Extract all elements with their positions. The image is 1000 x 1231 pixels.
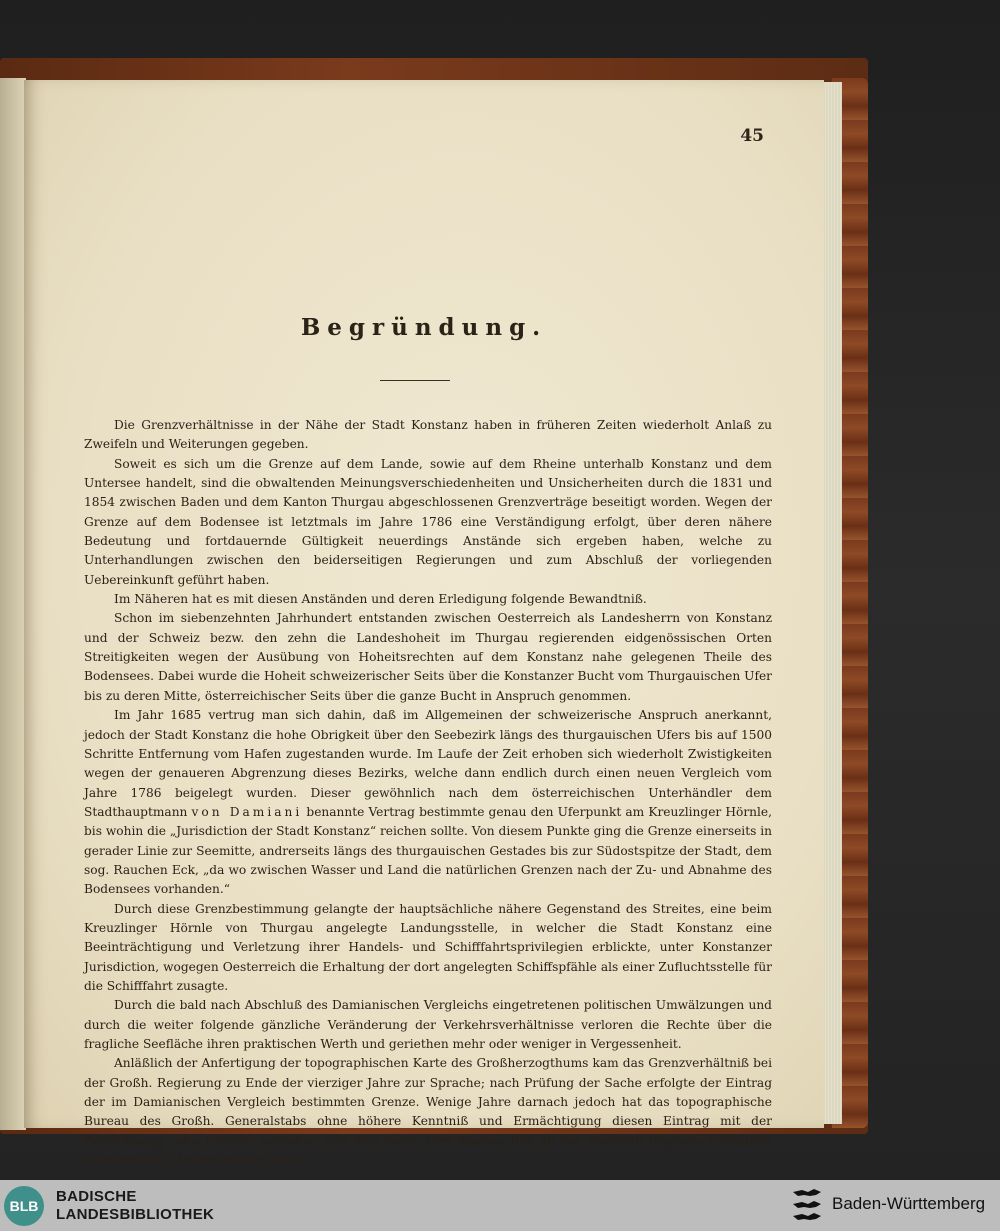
body-paragraph: [84, 706, 772, 899]
text-run: Die Grenzverhältnisse in der Nähe der Stadt Konstanz haben in früheren Zeiten wiederholt Anlaß zu Zweifeln und Weiterungen gegeben.: [84, 418, 772, 452]
book-page: [24, 80, 824, 1168]
viewer-footer: [0, 1180, 1000, 1231]
body-paragraph: [84, 609, 772, 706]
state-name: Baden-Württemberg: [832, 1194, 986, 1213]
spaced-name: von Damiani: [191, 804, 303, 819]
body-paragraph: [84, 416, 772, 455]
text-run: Anläßlich der Anfertigung der topographischen Karte des Großherzogthums kam das Grenzverhältniß bei der Großh. Regierung zu Ende der vierziger Jahre zur Sprache; nach Prüfung der Sache erfolgte der Eintrag der im Damianischen Vergleich bestimmten Grenze. Wenige Jahre darnach jedoch hat das topographische Bureau des Großh. Generalstabs ohne höhere Kenntniß und Ermächtigung diesen Eintrag mit der Bezeichnung „alte Grenze“ versehen und eine neue, vom Rauhen Eck ab der Seemitte folgende Grenzlinie eingezeichnet. Dieses an sich nicht: [84, 1056, 772, 1168]
body-paragraph: [84, 590, 772, 609]
library-name-line2: LANDESBIBLIOTHEK: [56, 1206, 215, 1223]
blb-logo[interactable]: BLB: [4, 1186, 44, 1226]
body-paragraph: [84, 900, 772, 997]
page-number: 45: [740, 126, 764, 146]
body-paragraph: [84, 996, 772, 1054]
facing-page-edge: [0, 78, 26, 1130]
body-text: [84, 416, 772, 1170]
text-run: benannte Vertrag bestimmte genau den Uferpunkt am Kreuzlinger Hörnle, bis wohin die „Jurisdiction der Stadt Konstanz“ reichen sollte. Von diesem Punkte ging die Grenze einerseits in gerader Linie zur Seemitte, andrerseits längs des thurgauischen Gestades bis zur Südostspitze der Stadt, dem sog. Rauchen Eck, „da wo zwischen Wasser und Land die natürlichen Grenzen nach der Zu- und Abnahme des Bodensees vorhanden.“: [84, 804, 773, 897]
text-run: Schon im siebenzehnten Jahrhundert entstanden zwischen Oesterreich als Landesherrn von Konstanz und der Schweiz bezw. den zehn die Landeshoheit im Thurgau regierenden eidgenössischen Orten Streitigkeiten wegen der Ausübung von Hoheitsrechten auf dem Konstanz nahe gelegenen Theile des Bodensees. Dabei wurde die Hoheit schweizerischer Seits über die Konstanzer Bucht vom Thurgauischen Ufer bis zu deren Mitte, österreichischer Seits über die ganze Bucht in Anspruch genommen.: [84, 611, 772, 703]
text-run: Im Näheren hat es mit diesen Anständen und deren Erledigung folgende Bewandtniß.: [114, 592, 647, 607]
page-title: Begründung.: [300, 314, 548, 341]
text-run: Durch diese Grenzbestimmung gelangte der hauptsächliche nähere Gegenstand des Streites, eine beim Kreuzlinger Hörnle von Thurgau angelegte Landungsstelle, in welcher die Stadt Konstanz eine Beeinträchtigung und Verletzung ihrer Handels- und Schifffahrtsprivilegien erblickte, unter Konstanzer Jurisdiction, wogegen Oesterreich die Erhaltung der dort angelegten Schiffspfähle als einer Zufluchtsstelle für die Schifffahrt zusagte.: [84, 901, 772, 993]
text-run: Im Jahr 1685 vertrug man sich dahin, daß im Allgemeinen der schweizerische Anspruch anerkannt, jedoch der Stadt Konstanz die hohe Obrigkeit über den Seebezirk längs des thurgauischen Ufers bis auf 1500 Schritte Entfernung vom Hafen zugestanden wurde. Im Laufe der Zeit erhoben sich wiederholt Zwistigkeiten wegen der genaueren Abgrenzung dieses Bezirks, welche dann endlich durch einen neuen Vergleich vom Jahre 1786 beigelegt wurden. Dieser gewöhnlich nach dem österreichischen Unterhändler dem Stadthauptmann: [84, 708, 772, 819]
body-paragraph: [84, 1054, 772, 1170]
lions-crest-icon: [790, 1186, 824, 1226]
body-paragraph: [84, 455, 772, 590]
text-run: Durch die bald nach Abschluß des Damianischen Vergleichs eingetretenen politischen Umwälzungen und durch die weiter folgende gänzliche Veränderung der Verkehrsverhältnisse verloren die Rechte über die fragliche Seefläche ihren praktischen Werth und geriethen mehr oder weniger in Vergessenheit.: [84, 998, 772, 1051]
library-name: [56, 1188, 214, 1224]
title-rule: [380, 380, 450, 381]
library-name-line1: BADISCHE: [56, 1188, 137, 1205]
text-run: Soweit es sich um die Grenze auf dem Lande, sowie auf dem Rheine unterhalb Konstanz und dem Untersee handelt, sind die obwaltenden Meinungsverschiedenheiten und Unsicherheiten durch die 1831 und 1854 zwischen Baden und dem Kanton Thurgau abgeschlossenen Grenzverträge beseitigt worden. Wegen der Grenze auf dem Bodensee ist letztmals im Jahre 1786 eine Verständigung erfolgt, über deren nähere Bedeutung und fortdauernde Gültigkeit neuerdings Anstände sich ergeben haben, welche zu Unterhandlungen zwischen den beiderseitigen Regierungen und zum Abschluß der vorliegenden Uebereinkunft geführt haben.: [84, 456, 772, 587]
